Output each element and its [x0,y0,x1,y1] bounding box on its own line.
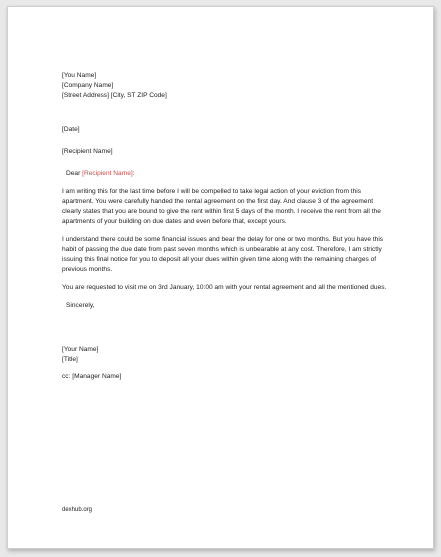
salutation-suffix: : [132,170,135,177]
cc-line: cc: [Manager Name] [62,373,122,380]
body-paragraph-1: I am writing this for the last time before I will be compelled to take legal action of your eviction from this apartment. You were carefully handed the rental agreement on the first day. And clause 3 of the agreement clearly states that you are bound to give the rent within first 5 days of the month. I receive the rent from all the apartments of your building on due dates and even before that, except yours. [62,188,381,225]
body-paragraph-3: You are requested to visit me on 3rd January, 10:00 am with your rental agreement and all the mentioned dues. [62,284,387,291]
sender-company: [Company Name] [62,82,114,89]
document-page [7,6,434,549]
salutation [62,169,392,179]
body-paragraph-2: I understand there could be some financial issues and bear the delay for one or two months. But you have this habit of passing the due date from past seven months which is unbearable at any cost. Therefore, I am strictly issuing this final notice for you to deposit all your dues within given time along with the remaining charges of previous months. [62,236,384,273]
signature-title: [Title] [62,356,78,363]
sender-address: [Street Address] [City, ST ZIP Code] [62,92,167,99]
letter-date: [Date] [62,126,80,133]
closing: Sincerely, [66,302,95,309]
recipient-name: [Recipient Name] [62,148,113,155]
footer-site: dexhub.org [62,507,93,513]
letter-body [62,71,392,382]
salutation-recipient: [Recipient Name] [82,170,133,177]
signature-name: [Your Name] [62,346,99,353]
sender-name: [You Name] [62,72,97,79]
salutation-prefix: Dear [66,170,83,177]
